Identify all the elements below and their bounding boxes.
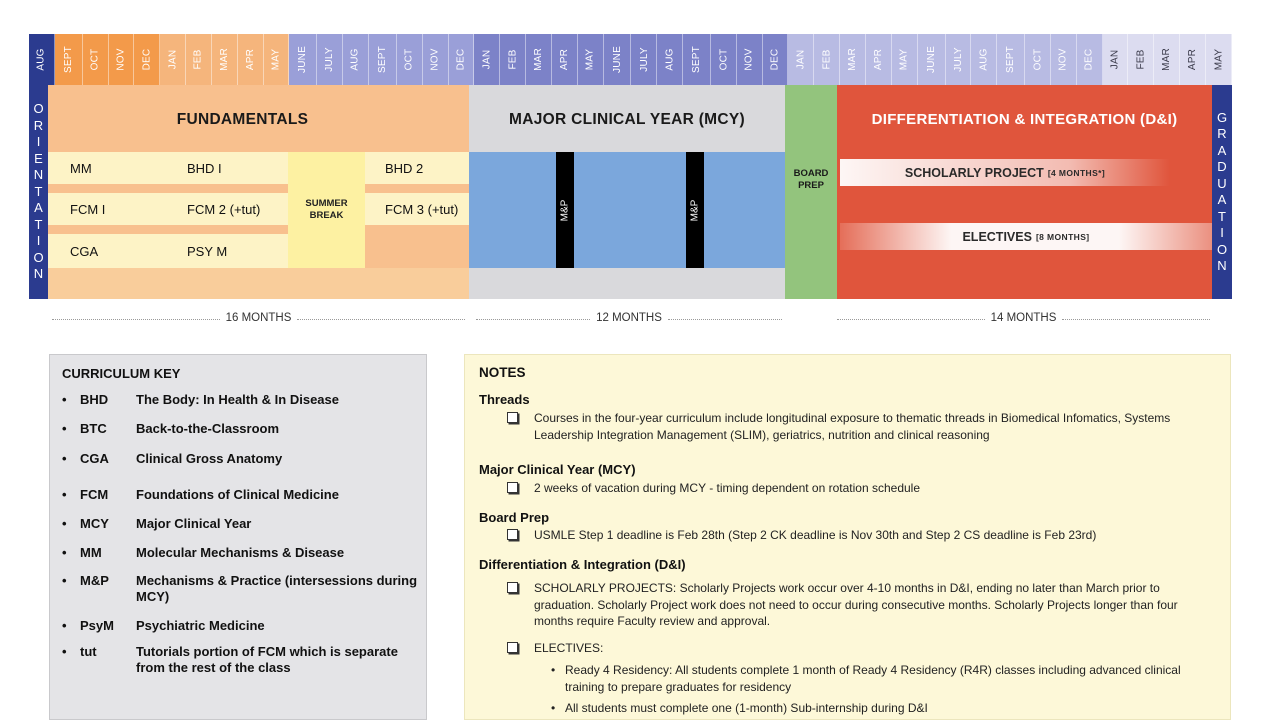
course-fcm2: FCM 2 (+tut) — [187, 201, 261, 217]
course-fcm1: FCM I — [70, 201, 106, 217]
key-abbr: PsyM — [80, 618, 114, 633]
month-cell — [1206, 34, 1232, 85]
curriculum-key — [49, 354, 427, 720]
key-row — [62, 392, 422, 408]
curriculum-key-title: CURRICULUM KEY — [62, 366, 181, 381]
notes-panel — [464, 354, 1231, 720]
month-cell — [55, 34, 83, 85]
graduation-column — [1212, 85, 1232, 299]
orientation-letter: N — [33, 266, 44, 282]
month-cell — [604, 34, 632, 85]
checkbox-icon — [507, 582, 518, 593]
month-cell — [1128, 34, 1154, 85]
key-definition: Molecular Mechanisms & Disease — [136, 545, 345, 560]
month-cell — [397, 34, 423, 85]
mp-intersession-2 — [686, 152, 704, 268]
fundamentals-duration — [52, 311, 465, 325]
month-cell — [264, 34, 290, 85]
orientation-letter: O — [33, 101, 44, 117]
month-cell — [369, 34, 397, 85]
electives-bar — [840, 223, 1212, 250]
month-label: FEB — [1135, 49, 1147, 70]
month-cell — [1180, 34, 1206, 85]
month-label: DEC — [769, 48, 781, 71]
di-sub-text-1: Ready 4 Residency: All students complete 1 month of Ready 4 Residency (R4R) classes including advanced clinical training to prepare graduates for residency — [565, 663, 1181, 694]
mcy-text: 2 weeks of vacation during MCY - timing dependent on rotation schedule — [534, 481, 921, 495]
month-label: DEC — [1083, 48, 1095, 71]
month-cell — [578, 34, 604, 85]
month-label: SEPT — [691, 46, 703, 73]
orientation-letter: I — [36, 233, 41, 249]
month-label: JUNE — [611, 46, 623, 73]
bullet-icon: • — [62, 516, 67, 531]
key-row — [62, 516, 422, 532]
month-label: JUNE — [925, 46, 937, 73]
graduation-letter: T — [1218, 208, 1226, 224]
graduation-letter: D — [1217, 159, 1227, 174]
mcy-title: MAJOR CLINICAL YEAR (MCY) — [509, 111, 745, 128]
month-cell — [526, 34, 552, 85]
month-cell — [160, 34, 186, 85]
fundamentals-bottom — [48, 268, 469, 299]
mcy-rotations — [469, 152, 785, 268]
dots-right — [297, 319, 465, 320]
month-header — [29, 34, 1232, 85]
course-psym: PSY M — [187, 243, 228, 259]
graduation-letter: O — [1216, 241, 1228, 257]
key-abbr: MCY — [80, 516, 109, 531]
month-label: AUG — [350, 48, 362, 71]
di-electives-item — [507, 640, 1207, 657]
bullet-icon: • — [551, 663, 556, 677]
key-row — [62, 487, 422, 503]
di-heading: Differentiation & Integration (D&I) — [479, 557, 686, 572]
key-abbr: CGA — [80, 451, 109, 466]
checkbox-icon — [507, 642, 518, 653]
key-definition: The Body: In Health & In Disease — [136, 392, 339, 407]
fundamentals-duration-label: 16 MONTHS — [225, 312, 292, 324]
course-mm: MM — [70, 160, 92, 176]
month-label: APR — [872, 48, 884, 71]
threads-heading: Threads — [479, 392, 530, 407]
month-label: OCT — [403, 48, 415, 71]
di-scholarly-text: SCHOLARLY PROJECTS: Scholarly Projects work occur over 4-10 months in D&I, ending no later than March prior to graduation. Scholarly Project work does not need to occur during consecutive months. Scholarly Projects longer than four months require Faculty review and approval. — [534, 581, 1178, 628]
month-cell — [343, 34, 369, 85]
orientation-letter: R — [33, 117, 44, 133]
orientation-letter: E — [34, 150, 43, 166]
month-label: JAN — [167, 49, 179, 70]
month-label: OCT — [1032, 48, 1044, 71]
dots-left — [837, 319, 985, 320]
summer-break-label: SUMMER BREAK — [305, 198, 348, 221]
graduation-letter: A — [1217, 142, 1227, 158]
month-cell — [631, 34, 657, 85]
month-cell — [840, 34, 866, 85]
bullet-icon: • — [62, 618, 67, 633]
month-label: JAN — [1109, 49, 1121, 70]
notes-title: NOTES — [479, 365, 526, 380]
orientation-letter: O — [33, 249, 44, 265]
month-label: MAY — [270, 48, 282, 71]
month-label: MAR — [218, 48, 230, 71]
key-definition: Mechanisms & Practice (intersessions during MCY) — [136, 573, 418, 604]
month-cell — [289, 34, 317, 85]
month-cell — [971, 34, 997, 85]
key-row — [62, 618, 422, 634]
course-cga: CGA — [70, 243, 99, 259]
month-cell — [83, 34, 109, 85]
key-abbr: BHD — [80, 392, 109, 407]
month-label: FEB — [507, 49, 519, 70]
month-label: MAR — [847, 48, 859, 71]
key-row — [62, 644, 422, 676]
course-fcm3: FCM 3 (+tut) — [385, 201, 459, 217]
month-cell — [683, 34, 711, 85]
month-label: APR — [558, 48, 570, 71]
board-heading: Board Prep — [479, 510, 550, 525]
bullet-icon: • — [62, 392, 67, 407]
board-prep-block — [785, 85, 837, 299]
checkbox-icon — [507, 529, 518, 540]
month-label: APR — [244, 48, 256, 71]
month-label: FEB — [821, 49, 833, 70]
key-row — [62, 545, 422, 561]
summer-break — [288, 152, 365, 268]
month-label: SEPT — [1005, 46, 1017, 73]
month-label: JUNE — [297, 46, 309, 73]
month-label: NOV — [115, 48, 127, 71]
dots-right — [668, 319, 782, 320]
month-cell — [918, 34, 946, 85]
di-electives-text: ELECTIVES: — [534, 641, 604, 655]
scholarly-project-bar — [840, 159, 1170, 186]
month-cell — [1025, 34, 1051, 85]
month-label: JAN — [481, 49, 493, 70]
di-duration — [837, 311, 1210, 325]
bullet-icon: • — [62, 545, 67, 560]
course-bhd2: BHD 2 — [385, 160, 424, 176]
month-cell — [1077, 34, 1103, 85]
electives-duration: [8 MONTHS] — [1035, 231, 1090, 242]
mcy-duration-label: 12 MONTHS — [596, 312, 662, 324]
month-cell — [1103, 34, 1129, 85]
board-prep-label: BOARD PREP — [793, 168, 829, 191]
month-label: MAY — [1212, 48, 1224, 71]
graduation-letter: R — [1217, 126, 1227, 141]
di-sub-item-2 — [551, 700, 1211, 717]
di-sub-item-1 — [551, 662, 1211, 695]
month-label: DEC — [141, 48, 153, 71]
key-abbr: BTC — [80, 421, 107, 436]
dots-left — [52, 319, 220, 320]
bullet-icon: • — [62, 421, 67, 436]
month-cell — [29, 34, 55, 85]
month-label: OCT — [717, 48, 729, 71]
key-abbr: MM — [80, 545, 102, 560]
course-bhd1: BHD I — [187, 160, 222, 176]
di-sub-text-2: All students must complete one (1-month) Sub-internship during D&I — [565, 701, 928, 715]
key-definition: Clinical Gross Anatomy — [136, 451, 283, 466]
month-cell — [814, 34, 840, 85]
orientation-letter: N — [33, 167, 44, 183]
month-cell — [109, 34, 135, 85]
key-abbr: tut — [80, 644, 97, 659]
fundamentals-title: FUNDAMENTALS — [176, 111, 309, 128]
month-cell — [866, 34, 892, 85]
month-label: NOV — [743, 48, 755, 71]
bullet-icon: • — [62, 487, 67, 502]
month-label: AUG — [978, 48, 990, 71]
bullet-icon: • — [62, 451, 67, 466]
month-label: SEPT — [376, 46, 388, 73]
key-definition: Foundations of Clinical Medicine — [136, 487, 339, 502]
month-cell — [1154, 34, 1180, 85]
bullet-icon: • — [551, 701, 556, 715]
month-label: SEPT — [62, 46, 74, 73]
key-row — [62, 451, 422, 467]
mcy-duration — [476, 311, 782, 325]
scholarly-project-duration: [4 MONTHS*] — [1047, 167, 1106, 178]
month-label: NOV — [429, 48, 441, 71]
month-label: JULY — [952, 47, 964, 72]
board-text: USMLE Step 1 deadline is Feb 28th (Step 2 CK deadline is Nov 30th and Step 2 CS deadline is Feb 23rd) — [534, 528, 1097, 542]
orientation-letter: T — [34, 183, 43, 199]
month-label: AUG — [664, 48, 676, 71]
key-definition: Back-to-the-Classroom — [136, 421, 280, 436]
month-cell — [500, 34, 526, 85]
scholarly-project-label: SCHOLARLY PROJECT — [904, 165, 1044, 180]
month-cell — [737, 34, 763, 85]
month-label: JAN — [795, 49, 807, 70]
graduation-letter: N — [1217, 258, 1227, 273]
month-label: APR — [1187, 48, 1199, 71]
bullet-icon: • — [62, 573, 67, 588]
month-cell — [212, 34, 238, 85]
key-abbr: FCM — [80, 487, 109, 502]
orientation-letter: A — [34, 200, 43, 216]
bullet-icon: • — [62, 644, 67, 659]
mp-intersession-1 — [556, 152, 574, 268]
key-definition: Major Clinical Year — [136, 516, 252, 531]
graduation-letter: G — [1216, 109, 1228, 125]
month-cell — [788, 34, 814, 85]
month-cell — [186, 34, 212, 85]
month-label: NOV — [1057, 48, 1069, 71]
month-label: DEC — [455, 48, 467, 71]
key-definition: Psychiatric Medicine — [136, 618, 265, 633]
dots-right — [1062, 319, 1210, 320]
threads-item — [507, 410, 1207, 443]
mcy-heading: Major Clinical Year (MCY) — [479, 462, 636, 477]
month-cell — [134, 34, 160, 85]
orientation-letter: I — [36, 134, 41, 150]
month-cell — [238, 34, 264, 85]
mcy-item — [507, 480, 1207, 497]
month-label: MAY — [584, 48, 596, 71]
key-row — [62, 573, 422, 605]
month-cell — [423, 34, 449, 85]
month-cell — [946, 34, 972, 85]
month-cell — [763, 34, 789, 85]
di-scholarly-item — [507, 580, 1217, 630]
month-cell — [449, 34, 475, 85]
month-label: JULY — [324, 47, 336, 72]
mp-label-2: M&P — [689, 199, 701, 221]
key-row — [62, 421, 422, 437]
month-label: MAR — [1161, 48, 1173, 71]
month-cell — [657, 34, 683, 85]
di-title: DIFFERENTIATION & INTEGRATION (D&I) — [871, 111, 1178, 128]
month-cell — [474, 34, 500, 85]
month-label: JULY — [638, 47, 650, 72]
month-label: OCT — [89, 48, 101, 71]
electives-label: ELECTIVES — [962, 229, 1032, 244]
month-label: MAR — [532, 48, 544, 71]
month-cell — [892, 34, 918, 85]
mp-label-1: M&P — [559, 199, 571, 221]
key-definition: Tutorials portion of FCM which is separate from the rest of the class — [136, 644, 398, 675]
checkbox-icon — [507, 412, 518, 423]
key-abbr: M&P — [80, 573, 109, 588]
month-label: MAY — [898, 48, 910, 71]
orientation-letter: T — [34, 216, 43, 232]
month-cell — [997, 34, 1025, 85]
graduation-letter: I — [1220, 225, 1224, 240]
graduation-letter: A — [1217, 192, 1227, 207]
month-cell — [552, 34, 578, 85]
threads-text: Courses in the four-year curriculum include longitudinal exposure to thematic threads in Biomedical Infomatics, Systems Leadership Integration Management (SLIM), geriatrics, nutrition and clinical reasoning — [534, 411, 1171, 442]
orientation-column — [29, 85, 48, 299]
board-item — [507, 527, 1207, 544]
month-label: FEB — [192, 49, 204, 70]
dots-left — [476, 319, 590, 320]
month-cell — [317, 34, 343, 85]
month-cell — [711, 34, 737, 85]
checkbox-icon — [507, 482, 518, 493]
graduation-letter: U — [1217, 175, 1227, 191]
month-cell — [1051, 34, 1077, 85]
di-duration-label: 14 MONTHS — [990, 312, 1057, 324]
month-label: AUG — [35, 48, 47, 71]
